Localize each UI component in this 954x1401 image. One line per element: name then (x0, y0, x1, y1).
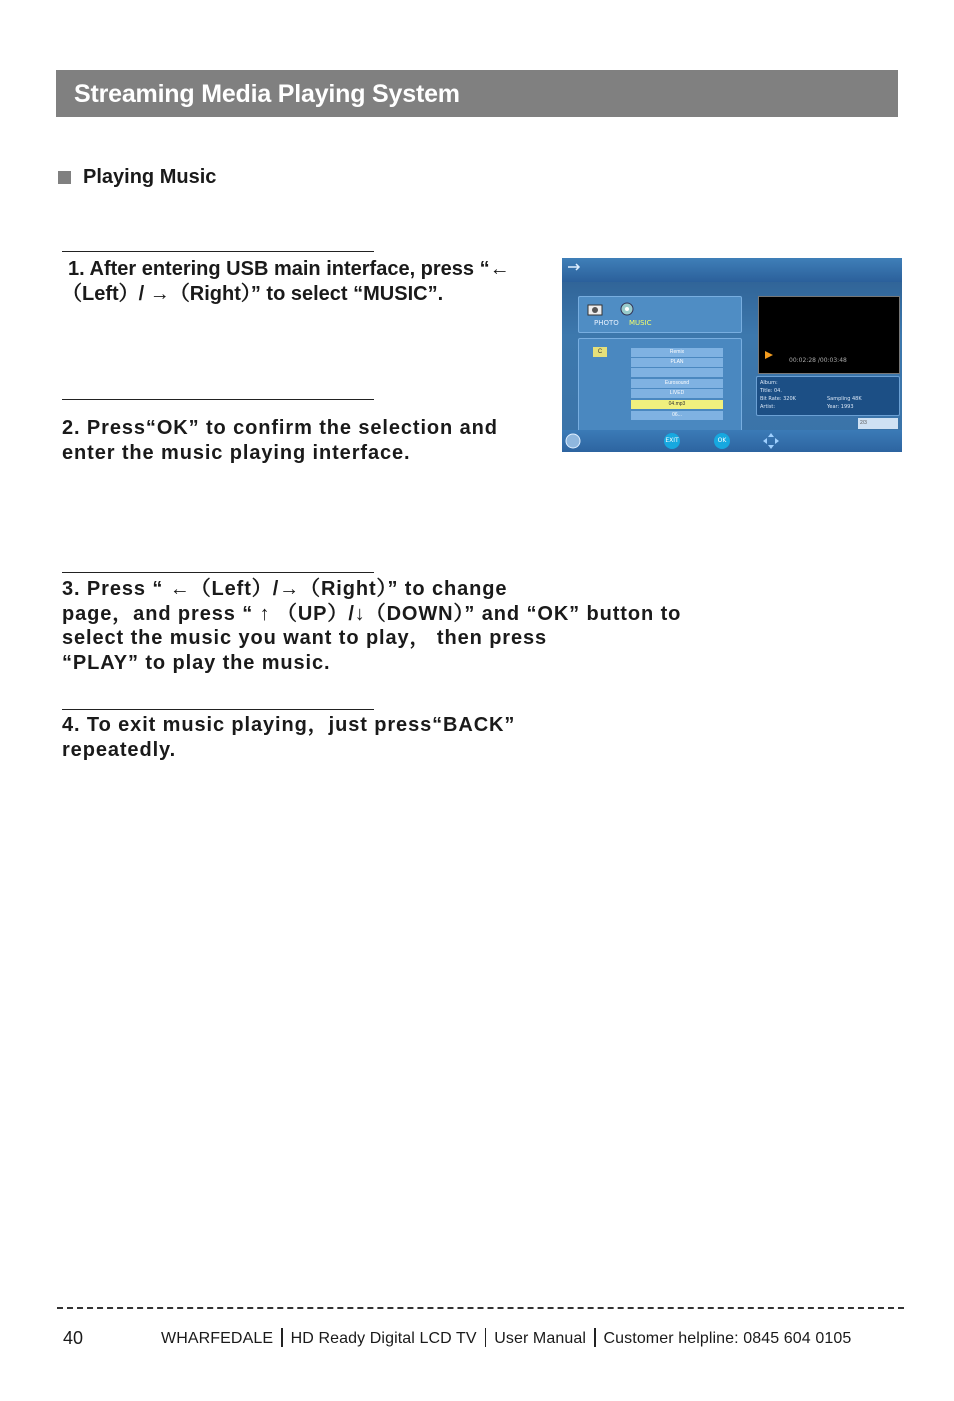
back-icon (565, 433, 581, 449)
step-divider (62, 251, 374, 252)
info-sampling: Sampling 48K (827, 396, 862, 402)
screen-bottom-bar (562, 430, 902, 452)
screen-top-bar (562, 258, 902, 282)
step-1 (62, 257, 552, 306)
product-name: HD Ready Digital LCD TV (290, 1330, 477, 1347)
step-line: 4. To exit music playing，just press“BACK” (62, 714, 516, 736)
usb-icon (567, 262, 581, 272)
step-4 (62, 713, 582, 762)
info-album: Album: (760, 380, 778, 386)
play-icon (764, 350, 774, 360)
play-time: 00:02:28 /00:03:48 (789, 357, 847, 364)
step-3 (62, 577, 762, 675)
separator (281, 1328, 283, 1347)
step-line: repeatedly. (62, 738, 177, 761)
file-row: LIVED (631, 389, 723, 399)
ok-button-icon: OK (714, 433, 730, 449)
separator (485, 1328, 487, 1347)
bullet-square-icon (58, 171, 71, 184)
file-row: 06... (631, 411, 723, 421)
step-2 (62, 416, 552, 465)
section-title: Playing Music (83, 166, 217, 188)
manual-label: User Manual (494, 1330, 587, 1347)
info-year: Year: 1993 (827, 404, 854, 410)
step-line: page，and press “ ↑ （UP）/↓（DOWN）” and “OK” button to (62, 602, 682, 625)
file-list-panel (578, 338, 742, 436)
page-number: 40 (63, 1328, 84, 1348)
step-line: （Left）/ →（Right）” to select “MUSIC”. (62, 282, 444, 305)
exit-button-icon: EXIT (664, 433, 680, 449)
menu-item-photo: PHOTO (594, 319, 619, 327)
brand-name: WHARFEDALE (161, 1330, 274, 1347)
file-row-selected: 04.mp3 (631, 400, 723, 410)
info-title: Title: 04. (760, 388, 782, 394)
step-line: “PLAY” to play the music. (62, 651, 331, 674)
separator (594, 1328, 596, 1347)
section-heading (58, 166, 216, 189)
helpline: Customer helpline: 0845 604 0105 (603, 1330, 852, 1347)
menu-item-music: MUSIC (629, 319, 652, 327)
track-info-panel (756, 376, 900, 416)
header-bar (56, 70, 898, 117)
footer-divider (57, 1307, 904, 1309)
step-line: enter the music playing interface. (62, 441, 411, 464)
page-title: Streaming Media Playing System (74, 80, 460, 108)
drive-label: C (593, 347, 607, 357)
step-divider (62, 572, 374, 573)
file-row (631, 368, 723, 378)
footer-info (161, 1328, 851, 1348)
file-row: Eurosound (631, 379, 723, 389)
photo-icon (587, 302, 603, 316)
step-divider (62, 399, 374, 400)
step-divider (62, 709, 374, 710)
step-line: 3. Press “ ←（Left）/→（Right）” to change (62, 578, 508, 600)
step-line: 2. Press“OK” to confirm the selection and (62, 417, 498, 439)
music-interface-screenshot (562, 258, 902, 452)
file-row: Remix (631, 348, 723, 358)
step-line: select the music you want to play， then press (62, 627, 548, 649)
page-indicator: 2/3 (858, 418, 898, 429)
music-icon (619, 302, 635, 316)
file-row: PLAN (631, 358, 723, 368)
step-line: 1. After entering USB main interface, press “← (68, 258, 510, 280)
media-menu (578, 296, 742, 333)
info-bitrate: Bit Rate: 320K (760, 396, 796, 402)
preview-area (758, 296, 900, 374)
navigation-arrows-icon (762, 432, 780, 450)
info-artist: Artist: (760, 404, 776, 410)
